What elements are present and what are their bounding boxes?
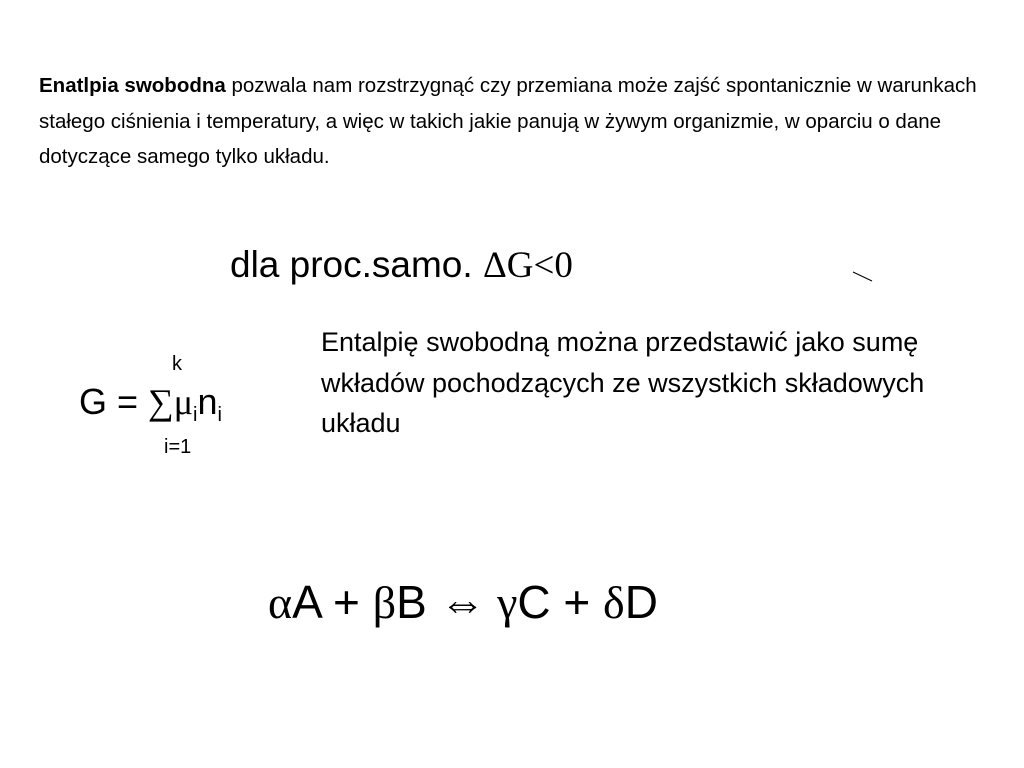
n-subscript: i xyxy=(217,404,222,426)
spontaneity-condition xyxy=(230,241,573,290)
reaction-equation xyxy=(268,574,658,631)
product-c: C + xyxy=(517,576,604,628)
description-paragraph: Entalpię swobodną można przedstawić jako sumę wkładów pochodzących ze wszystkich składowych układu xyxy=(321,327,925,438)
beta-coefficient: β xyxy=(372,577,397,628)
mu-subscript: i xyxy=(193,404,198,426)
intro-term: Enatlpia swobodna xyxy=(39,74,226,97)
alpha-coefficient: α xyxy=(268,577,293,628)
gibbs-sum-formula xyxy=(79,380,222,424)
delta-coefficient: δ xyxy=(603,577,625,628)
formula-lhs: G = xyxy=(79,381,149,422)
intro-paragraph xyxy=(39,68,999,175)
sum-symbol: ∑ xyxy=(148,382,174,422)
reactant-a: A + xyxy=(292,576,373,628)
stray-line-mark xyxy=(852,270,876,284)
reactant-b: B xyxy=(396,576,440,628)
intro-text: pozwala nam rozstrzygnąć czy przemiana może zajść spontanicznie w warunkach stałego ciśnienia i temperatury, a więc w takich jakie panują w żywym organizmie, w oparciu o dane dotyczące samego tylko układu. xyxy=(39,74,977,168)
mu-symbol: μ xyxy=(173,382,194,422)
gamma-coefficient: γ xyxy=(485,577,518,628)
equilibrium-arrow-icon: ⇔ xyxy=(439,577,486,628)
n-symbol: n xyxy=(197,381,218,422)
condition-label: dla proc.samo. xyxy=(230,244,473,285)
condition-expression: ΔG<0 xyxy=(482,245,573,286)
sum-lower-limit: i=1 xyxy=(164,436,192,458)
product-d: D xyxy=(624,576,658,628)
sum-upper-limit: k xyxy=(172,353,182,375)
